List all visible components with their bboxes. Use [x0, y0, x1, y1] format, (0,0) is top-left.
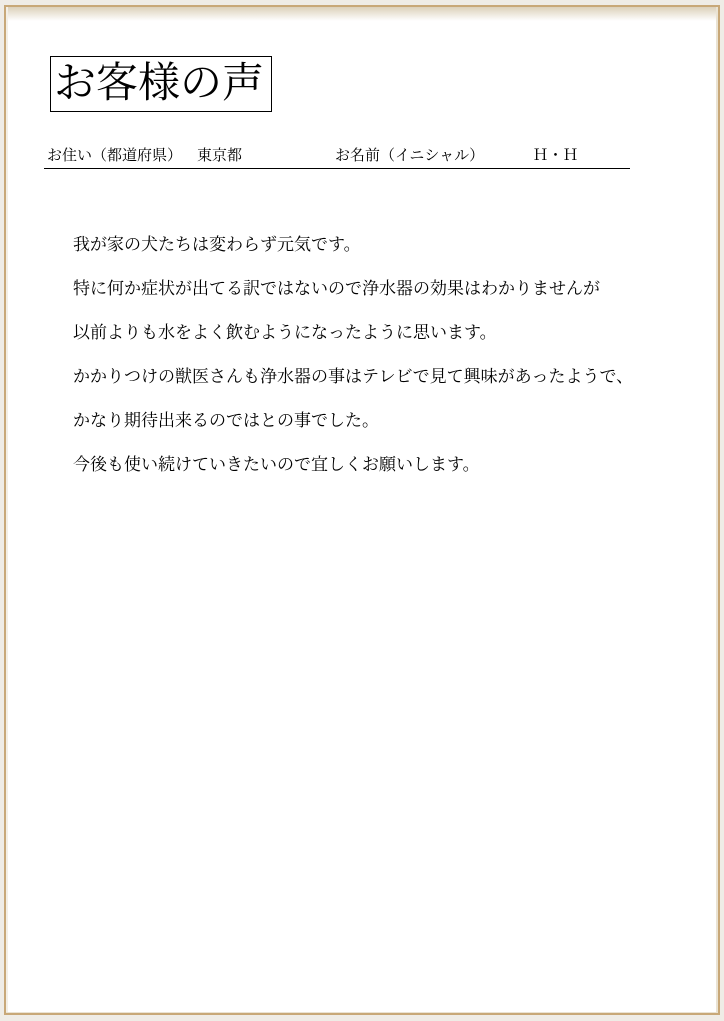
testimonial-body [73, 223, 673, 487]
testimonial-line: 特に何か症状が出てる訳ではないので浄水器の効果はわかりませんが [73, 279, 600, 298]
residence-label: お住い（都道府県） [47, 148, 183, 164]
testimonial-line: 以前よりも水をよく飲むようになったように思います。 [73, 323, 497, 342]
testimonial-line: 今後も使い続けていきたいので宜しくお願いします。 [73, 455, 480, 474]
residence-value: 東京都 [197, 148, 243, 164]
testimonial-line: 我が家の犬たちは変わらず元気です。 [73, 235, 361, 254]
name-label: お名前（イニシャル） [335, 148, 485, 164]
page-title: お客様の声 [50, 56, 272, 112]
name-value: Ｈ・Ｈ [533, 148, 579, 164]
document-page [4, 5, 720, 1015]
customer-info-line [44, 146, 630, 169]
testimonial-line: かなり期待出来るのではとの事でした。 [73, 411, 379, 430]
testimonial-line: かかりつけの獣医さんも浄水器の事はテレビで見て興味があったようで、 [73, 367, 634, 386]
